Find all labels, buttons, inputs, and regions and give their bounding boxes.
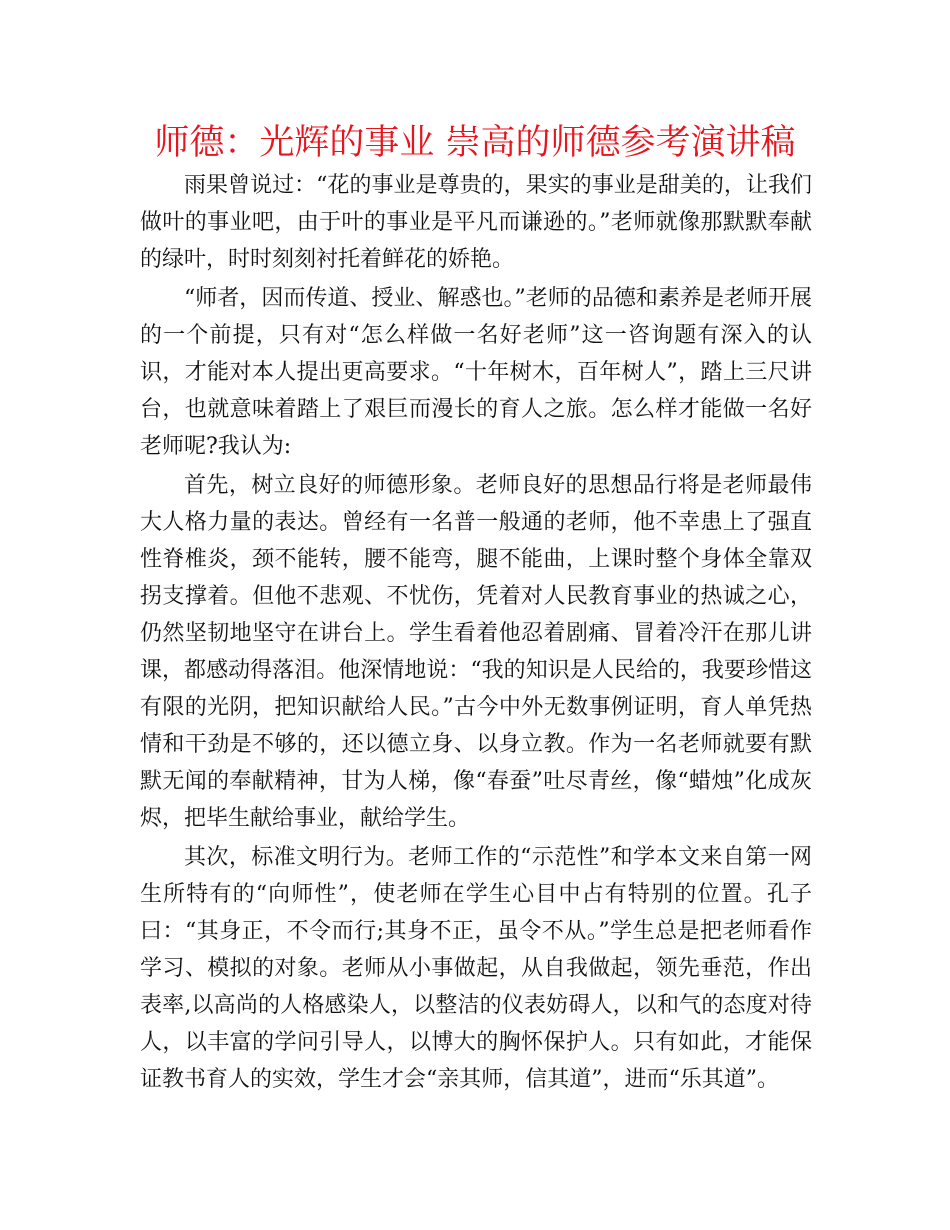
paragraph-1: 雨果曾说过：“花的事业是尊贵的，果实的事业是甜美的，让我们做叶的事业吧，由于叶的事业是平凡而谦逊的。”老师就像那默默奉献的绿叶，时时刻刻衬托着鲜花的娇艳。	[140, 173, 812, 272]
paragraph-4: 其次，标准文明行为。老师工作的“示范性”和学本文来自第一网生所特有的“向师性”，使老师在学生心目中占有特别的位置。孔子曰：“其身正，不令而行;其身不正，虽令不从。”学生总是把老师看作学习、模拟的对象。老师从小事做起，从自我做起，领先垂范，作出表率,以高尚的人格感染人，以整洁的仪表妨碍人，以和气的态度对待人，以丰富的学问引导人，以博大的胸怀保护人。只有如此，才能保证教书育人的实效，学生才会“亲其师，信其道”，进而“乐其道”。	[140, 845, 812, 1092]
paragraph-2: “师者，因而传道、授业、解惑也。”老师的品德和素养是老师开展的一个前提，只有对“怎么样做一名好老师”这一咨询题有深入的认识，才能对本人提出更高要求。“十年树木，百年树人”，踏上三尺讲台，也就意味着踏上了艰巨而漫长的育人之旅。怎么样才能做一名好老师呢?我认为:	[140, 286, 812, 459]
paragraph-3: 首先，树立良好的师德形象。老师良好的思想品行将是老师最伟大人格力量的表达。曾经有一名普一般通的老师，他不幸患上了强直性脊椎炎，颈不能转，腰不能弯，腿不能曲，上课时整个身体全靠双拐支撑着。但他不悲观、不忧伤，凭着对人民教育事业的热诚之心，仍然坚韧地坚守在讲台上。学生看着他忍着剧痛、冒着冷汗在那儿讲课，都感动得落泪。他深情地说：“我的知识是人民给的，我要珍惜这有限的光阴，把知识献给人民。”古今中外无数事例证明，育人单凭热情和干劲是不够的，还以德立身、以身立教。作为一名老师就要有默默无闻的奉献精神，甘为人梯，像“春蚕”吐尽青丝，像“蜡烛”化成灰烬，把毕生献给事业，献给学生。	[140, 473, 812, 831]
document-body	[140, 167, 812, 1098]
document-title: 师德：光辉的事业 崇高的师德参考演讲稿	[154, 123, 796, 163]
